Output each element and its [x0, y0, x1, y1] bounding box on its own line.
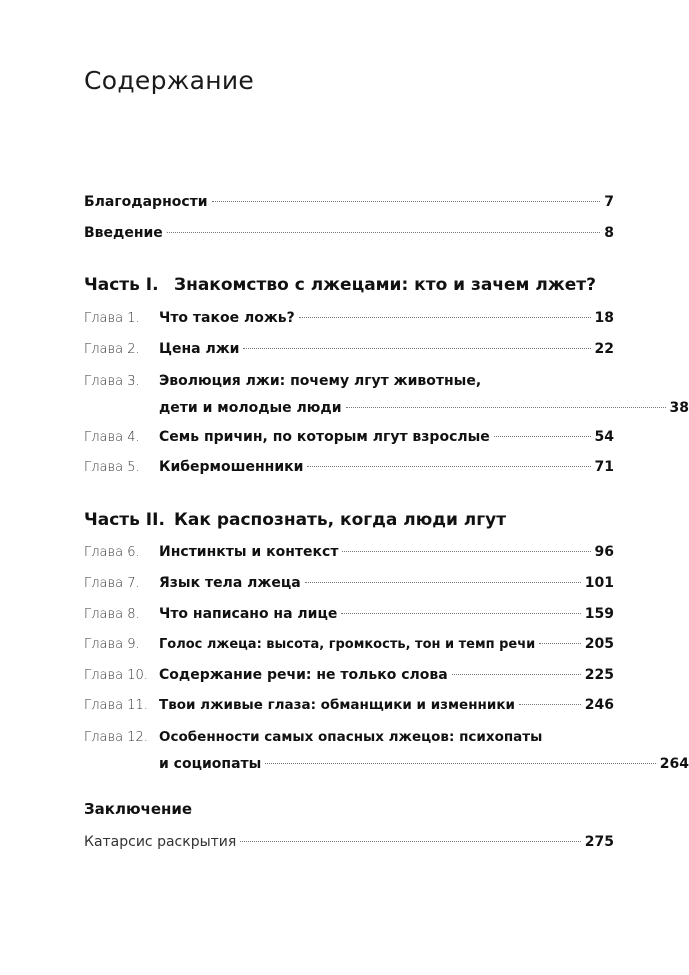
toc-chapter-2[interactable]: [84, 339, 614, 360]
leader-dots: [539, 643, 580, 644]
toc-page-number: 22: [594, 341, 614, 357]
leader-dots: [346, 407, 666, 408]
toc-page-number: 159: [584, 606, 614, 622]
leader-dots: [212, 201, 601, 202]
toc-page-number: 264: [659, 756, 689, 772]
toc-page-number: 38: [669, 400, 689, 416]
toc-page-number: 8: [604, 225, 614, 241]
chapter-title: Содержание речи: не только слова: [159, 667, 448, 683]
toc-entry-catharsis[interactable]: [84, 832, 614, 852]
part-title: Знакомство с лжецами: кто и зачем лжет?: [174, 275, 596, 295]
toc-page-number: 225: [584, 667, 614, 683]
leader-dots: [299, 317, 591, 318]
leader-dots: [519, 704, 581, 705]
chapter-title: Инстинкты и контекст: [159, 544, 339, 560]
chapter-label: Глава 6.: [84, 545, 140, 560]
toc-page-number: 18: [594, 310, 614, 326]
chapter-title: Голос лжеца: высота, громкость, тон и темп речи: [159, 637, 536, 652]
toc-entry-text: Катарсис раскрытия: [84, 834, 237, 850]
toc-entry-introduction[interactable]: [84, 223, 614, 243]
chapter-label: Глава 4.: [84, 430, 140, 445]
chapter-title: Что такое ложь?: [159, 310, 295, 326]
chapter-label: Глава 2.: [84, 342, 140, 357]
leader-dots: [265, 763, 655, 764]
toc-page-number: 54: [594, 429, 614, 445]
toc-chapter-6[interactable]: [84, 542, 614, 563]
toc-page-number: 101: [584, 575, 614, 591]
toc-chapter-9[interactable]: [84, 634, 614, 655]
leader-dots: [240, 841, 580, 842]
chapter-label: Глава 1.: [84, 311, 140, 326]
toc-entry-text: Благодарности: [84, 194, 208, 210]
chapter-title: Язык тела лжеца: [159, 575, 301, 591]
chapter-title: Твои лживые глаза: обманщики и изменники: [159, 697, 515, 713]
toc-chapter-10[interactable]: [84, 665, 614, 686]
leader-dots: [341, 613, 580, 614]
page-title: Содержание: [84, 66, 255, 95]
toc-page-number: 205: [584, 636, 614, 652]
toc-page-number: 275: [584, 834, 614, 850]
chapter-label: Глава 8.: [84, 607, 140, 622]
toc-chapter-8[interactable]: [84, 604, 614, 625]
toc-chapter-3[interactable]: [84, 371, 689, 418]
chapter-title: Что написано на лице: [159, 606, 338, 622]
leader-dots: [305, 582, 581, 583]
toc-page-number: 71: [594, 459, 614, 475]
toc-page-number: 246: [584, 697, 614, 713]
chapter-label: Глава 3.: [84, 374, 140, 389]
chapter-title: Эволюция лжи: почему лгут животные,: [159, 373, 482, 389]
chapter-title: Кибермошенники: [159, 459, 304, 475]
leader-dots: [452, 674, 581, 675]
leader-dots: [167, 232, 600, 233]
part-title: Как распознать, когда люди лгут: [174, 510, 507, 530]
chapter-label: Глава 11.: [84, 698, 148, 713]
toc-page-number: 7: [604, 194, 614, 210]
chapter-label: Глава 9.: [84, 637, 140, 652]
chapter-title: Особенности самых опасных лжецов: психопаты: [159, 729, 543, 745]
toc-chapter-1[interactable]: [84, 308, 614, 329]
toc-chapter-4[interactable]: [84, 427, 614, 448]
leader-dots: [342, 551, 590, 552]
chapter-label: Глава 7.: [84, 576, 140, 591]
toc-chapter-5[interactable]: [84, 457, 614, 478]
chapter-title-continued: и социопаты: [159, 756, 262, 772]
part-heading-1[interactable]: [84, 275, 596, 295]
chapter-label: Глава 10.: [84, 668, 148, 683]
chapter-title-continued: дети и молодые люди: [159, 400, 342, 416]
leader-dots: [243, 348, 590, 349]
toc-chapter-11[interactable]: [84, 695, 614, 716]
leader-dots: [307, 466, 590, 467]
part-label: Часть II.: [84, 510, 165, 530]
part-label: Часть I.: [84, 275, 159, 295]
toc-page-number: 96: [594, 544, 614, 560]
toc-entry-text: Введение: [84, 225, 163, 241]
conclusion-heading: Заключение: [84, 800, 193, 818]
toc-chapter-7[interactable]: [84, 573, 614, 594]
chapter-label: Глава 5.: [84, 460, 140, 475]
leader-dots: [494, 436, 591, 437]
toc-chapter-12[interactable]: [84, 727, 689, 774]
toc-entry-acknowledgements[interactable]: [84, 192, 614, 212]
part-heading-2[interactable]: [84, 510, 506, 530]
chapter-label: Глава 12.: [84, 730, 148, 745]
chapter-title: Цена лжи: [159, 341, 240, 357]
chapter-title: Семь причин, по которым лгут взрослые: [159, 429, 490, 445]
